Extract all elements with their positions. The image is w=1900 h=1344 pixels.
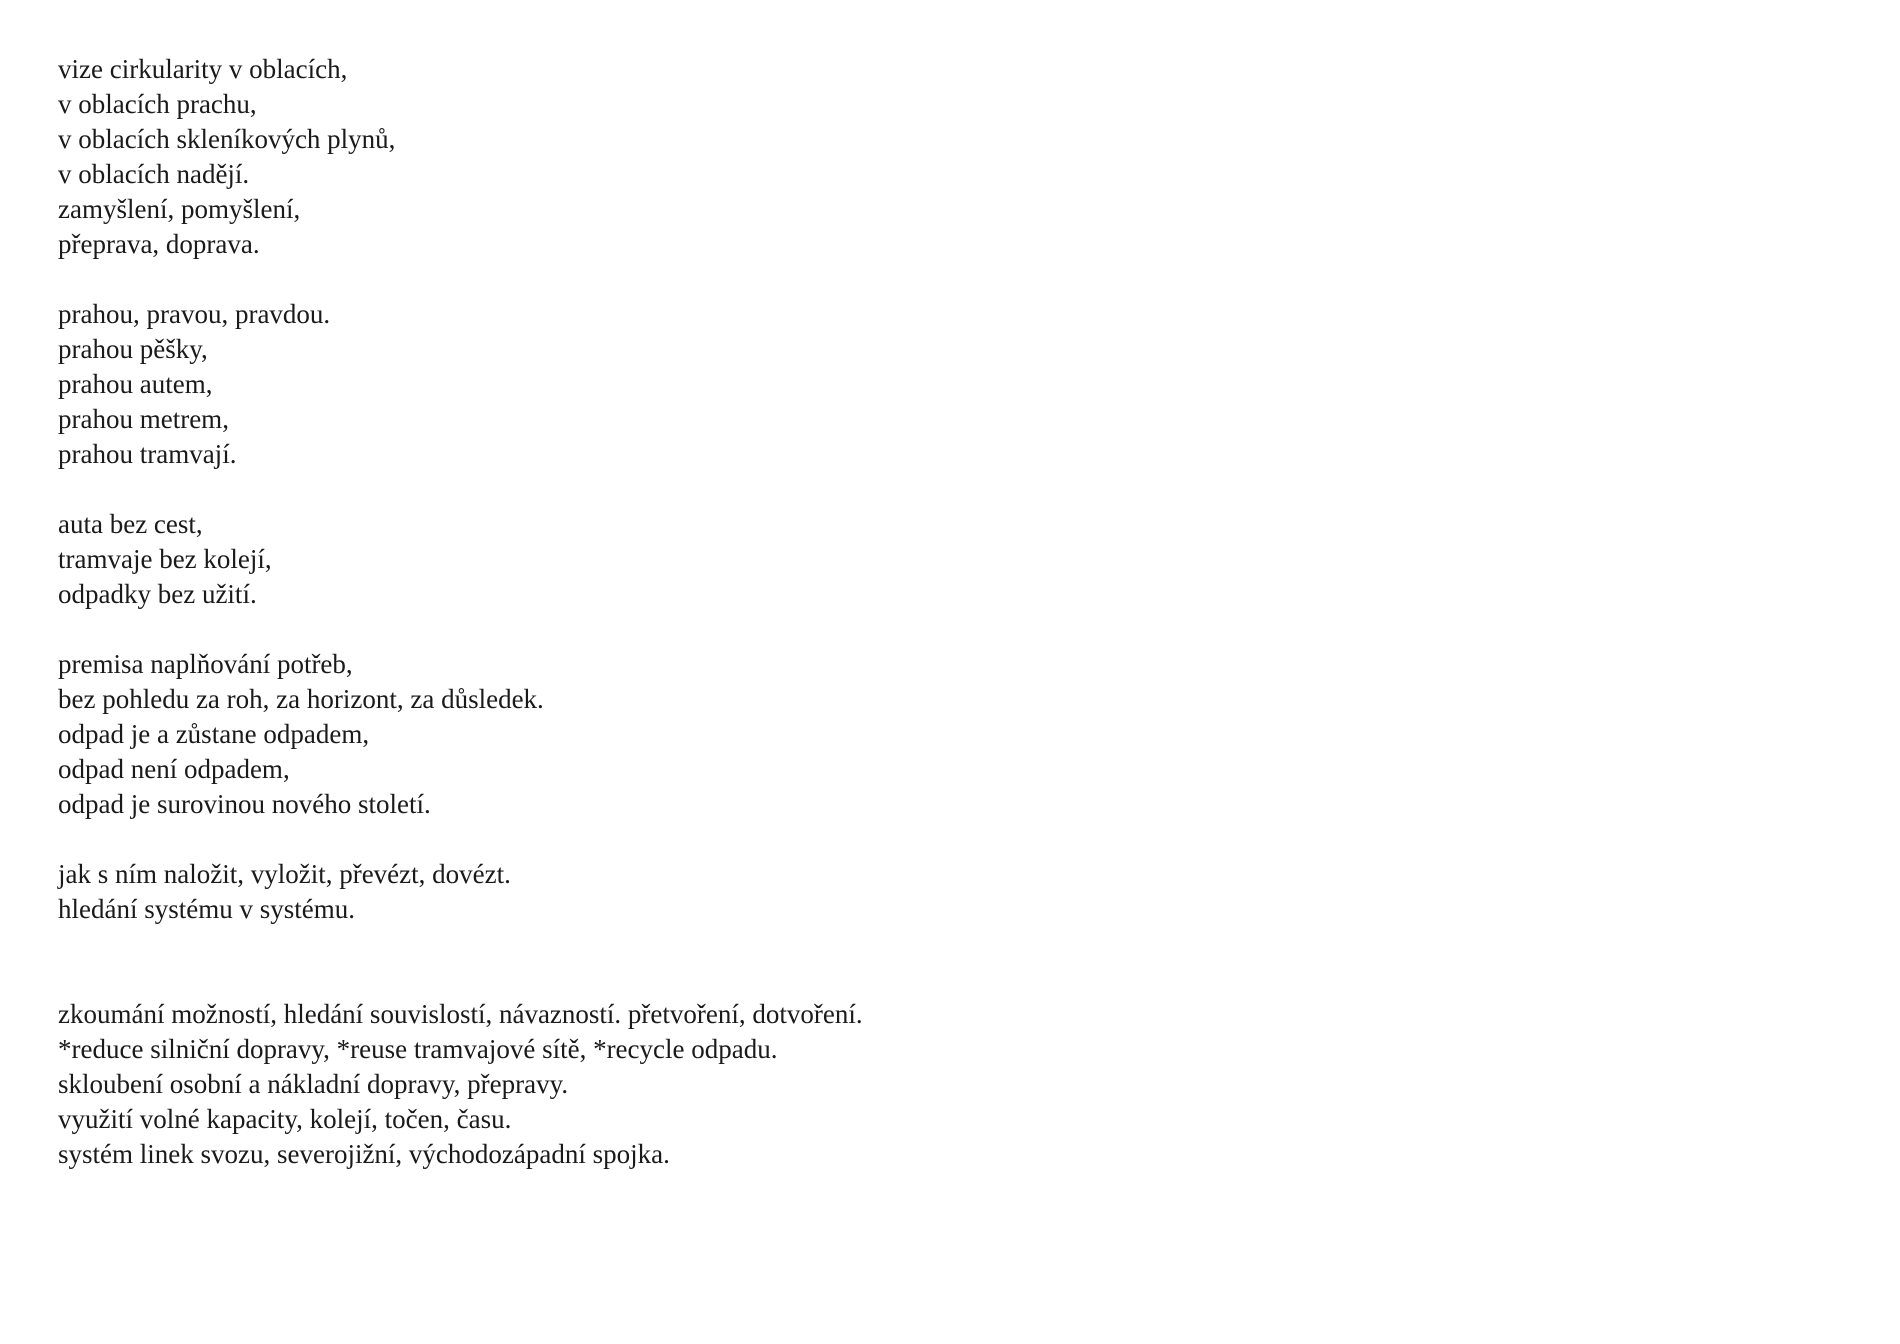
text-line: zkoumání možností, hledání souvislostí, návazností. přetvoření, dotvoření.: [58, 999, 863, 1029]
text-line: v oblacích skleníkových plynů,: [58, 124, 396, 154]
stanza-5: [58, 857, 1838, 927]
text-line: zamyšlení, pomyšlení,: [58, 194, 301, 224]
text-line: prahou metrem,: [58, 404, 229, 434]
text-line: přeprava, doprava.: [58, 229, 260, 259]
text-line: prahou, pravou, pravdou.: [58, 299, 331, 329]
text-line: vize cirkularity v oblacích,: [58, 54, 348, 84]
text-line: prahou tramvají.: [58, 439, 237, 469]
text-line: auta bez cest,: [58, 509, 203, 539]
text-line: jak s ním naložit, vyložit, převézt, dovézt.: [58, 859, 511, 889]
text-line: tramvaje bez kolejí,: [58, 544, 272, 574]
stanza-2: [58, 297, 1838, 472]
text-line: hledání systému v systému.: [58, 894, 355, 924]
text-line: využití volné kapacity, kolejí, točen, času.: [58, 1104, 512, 1134]
stanza-1: [58, 52, 1838, 262]
text-line: bez pohledu za roh, za horizont, za důsledek.: [58, 684, 544, 714]
text-line: odpad je a zůstane odpadem,: [58, 719, 370, 749]
text-line: odpadky bez užití.: [58, 579, 257, 609]
text-line: prahou autem,: [58, 369, 213, 399]
text-line: v oblacích prachu,: [58, 89, 257, 119]
text-line: odpad není odpadem,: [58, 754, 290, 784]
text-line: prahou pěšky,: [58, 334, 208, 364]
text-line: v oblacích nadějí.: [58, 159, 250, 189]
text-line: odpad je surovinou nového století.: [58, 789, 431, 819]
poem-text: [58, 52, 1838, 1172]
text-line: systém linek svozu, severojižní, východozápadní spojka.: [58, 1139, 670, 1169]
text-line: skloubení osobní a nákladní dopravy, přepravy.: [58, 1069, 569, 1099]
text-line: *reduce silniční dopravy, *reuse tramvajové sítě, *recycle odpadu.: [58, 1034, 778, 1064]
stanza-4: [58, 647, 1838, 822]
stanza-3: [58, 507, 1838, 612]
text-line: premisa naplňování potřeb,: [58, 649, 353, 679]
stanza-6: [58, 997, 1838, 1172]
